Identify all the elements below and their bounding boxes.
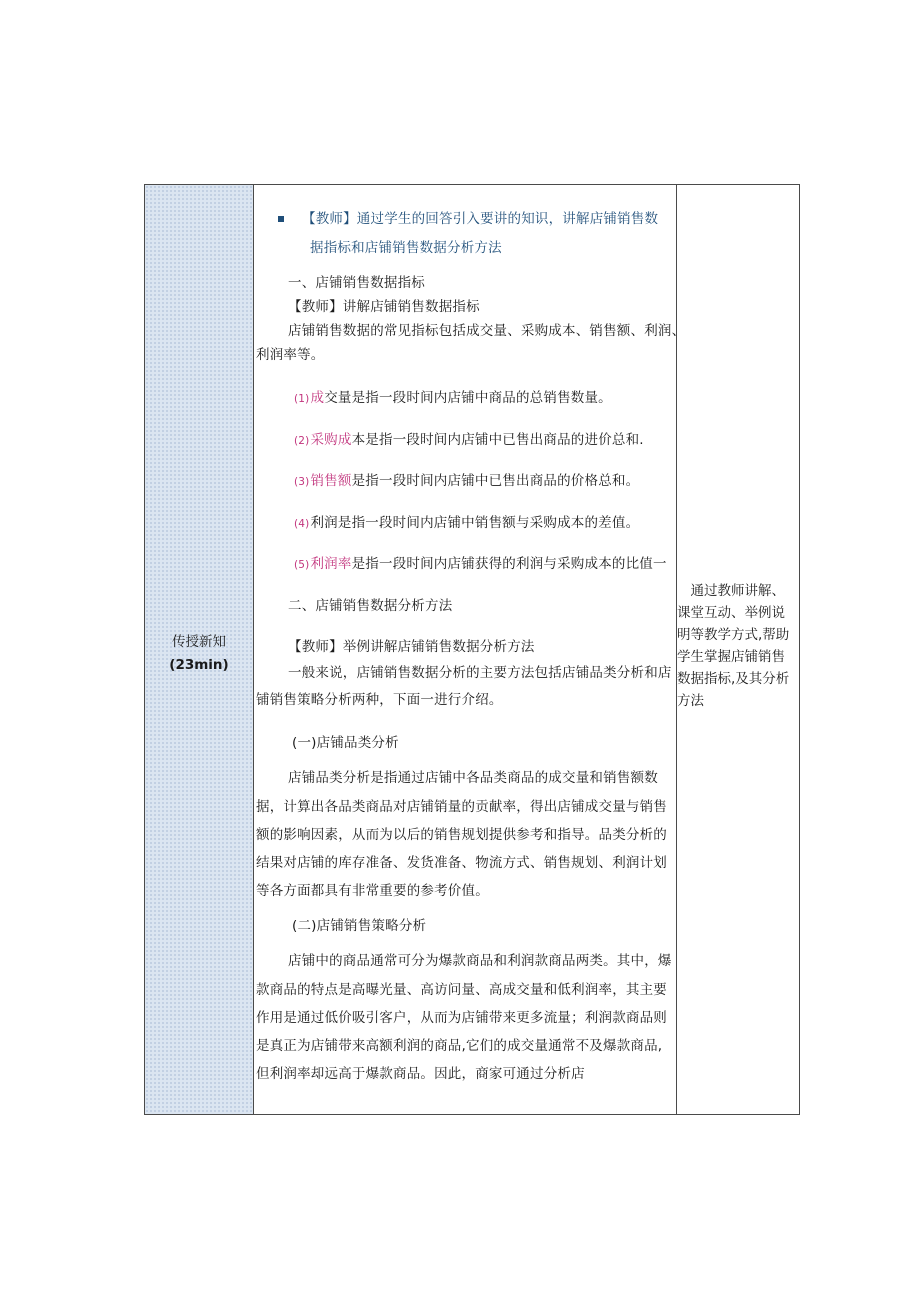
item-number: (3)	[294, 476, 310, 488]
subsection-1-line-1: 店铺品类分析是指通过店铺中各品类商品的成交量和销售额数	[288, 770, 658, 786]
item-number: (5)	[294, 559, 310, 571]
method-line: 通过教师讲解、	[677, 583, 785, 599]
item-term: 成	[310, 390, 325, 406]
stage-name: 传授新知	[172, 634, 226, 650]
item-term: 采购成	[310, 432, 352, 448]
intro-line-1: 【教师】通过学生的回答引入要讲的知识，讲解店铺销售数	[302, 211, 659, 227]
subsection-2-line-2: 款商品的特点是高曝光量、高访问量、高成交量和低利润率，其主要	[256, 982, 667, 998]
section-2-desc-2: 铺销售策略分析两种，下面一进行介绍。	[256, 692, 503, 708]
stage-label	[145, 631, 253, 677]
indicator-item-2	[294, 430, 644, 451]
method-line: 学生掌握店铺销售	[677, 649, 785, 665]
method-line: 明等教学方式,帮助	[677, 627, 790, 643]
subsection-2-line-4: 是真正为店铺带来高额利润的商品,它们的成交量通常不及爆款商品,	[256, 1038, 663, 1054]
square-bullet-icon	[278, 216, 284, 222]
subsection-1-line-3: 额的影响因素，从而为以后的销售规划提供参考和指导。品类分析的	[256, 827, 667, 843]
subsection-2-line-3: 作用是通过低价吸引客户，从而为店铺带来更多流量；利润款商品则	[256, 1010, 667, 1026]
stage-column	[145, 185, 254, 1114]
item-text: 是指一段时间内店铺中已售出商品的价格总和。	[351, 473, 640, 489]
method-line: 方法	[677, 693, 704, 709]
indicator-item-5	[294, 554, 667, 575]
item-number: (1)	[294, 393, 310, 405]
content-column	[254, 185, 686, 1114]
item-text: 本是指一段时间内店铺中已售出商品的进价总和.	[351, 432, 644, 448]
stage-time: (23min)	[169, 657, 229, 673]
subsection-2-line-1: 店铺中的商品通常可分为爆款商品和利润款商品两类。其中，爆	[288, 953, 672, 969]
indicator-item-3	[294, 471, 639, 492]
section-2-desc-1: 一般来说，店铺销售数据分析的主要方法包括店铺品类分析和店	[288, 665, 672, 681]
item-text: 交量是指一段时间内店铺中商品的总销售数量。	[324, 390, 612, 406]
item-number: (2)	[294, 435, 310, 447]
method-description	[677, 580, 797, 712]
subsection-2-line-5: 但利润率却远高于爆款商品。因此，商家可通过分析店	[256, 1066, 585, 1082]
item-text: 是指一段时间内店铺获得的利润与采购成本的比值一	[351, 556, 667, 572]
method-column	[677, 185, 799, 1114]
section-2-teacher: 【教师】举例讲解店铺销售数据分析方法	[288, 639, 535, 655]
section-1-desc-2: 利润率等。	[256, 347, 325, 363]
section-1-teacher: 【教师】讲解店铺销售数据指标	[288, 299, 480, 315]
lesson-plan-table	[144, 184, 800, 1115]
section-1-title: 一、店铺销售数据指标	[288, 275, 425, 291]
intro-line-2: 据指标和店铺销售数据分析方法	[310, 240, 502, 256]
item-term: 利润率	[310, 556, 352, 572]
item-term: 销售额	[310, 473, 352, 489]
subsection-1-title: (一)店铺品类分析	[292, 735, 399, 751]
subsection-1-line-2: 据，计算出各品类商品对店铺销量的贡献率，得出店铺成交量与销售	[256, 799, 667, 815]
indicator-item-1	[294, 388, 612, 409]
subsection-2-title: (二)店铺销售策略分析	[292, 918, 427, 934]
subsection-1-line-5: 等各方面都具有非常重要的参考价值。	[256, 883, 489, 899]
indicator-item-4	[294, 513, 639, 534]
subsection-1-line-4: 结果对店铺的库存准备、发货准备、物流方式、销售规划、利润计划	[256, 855, 667, 871]
method-line: 课堂互动、举例说	[677, 605, 785, 621]
method-line: 数据指标,及其分析	[677, 671, 790, 687]
item-number: (4)	[294, 518, 310, 530]
item-text: 利润是指一段时间内店铺中销售额与采购成本的差值。	[310, 515, 640, 531]
section-1-desc-1: 店铺销售数据的常见指标包括成交量、采购成本、销售额、利润、	[288, 323, 686, 339]
section-2-title: 二、店铺销售数据分析方法	[288, 598, 453, 614]
